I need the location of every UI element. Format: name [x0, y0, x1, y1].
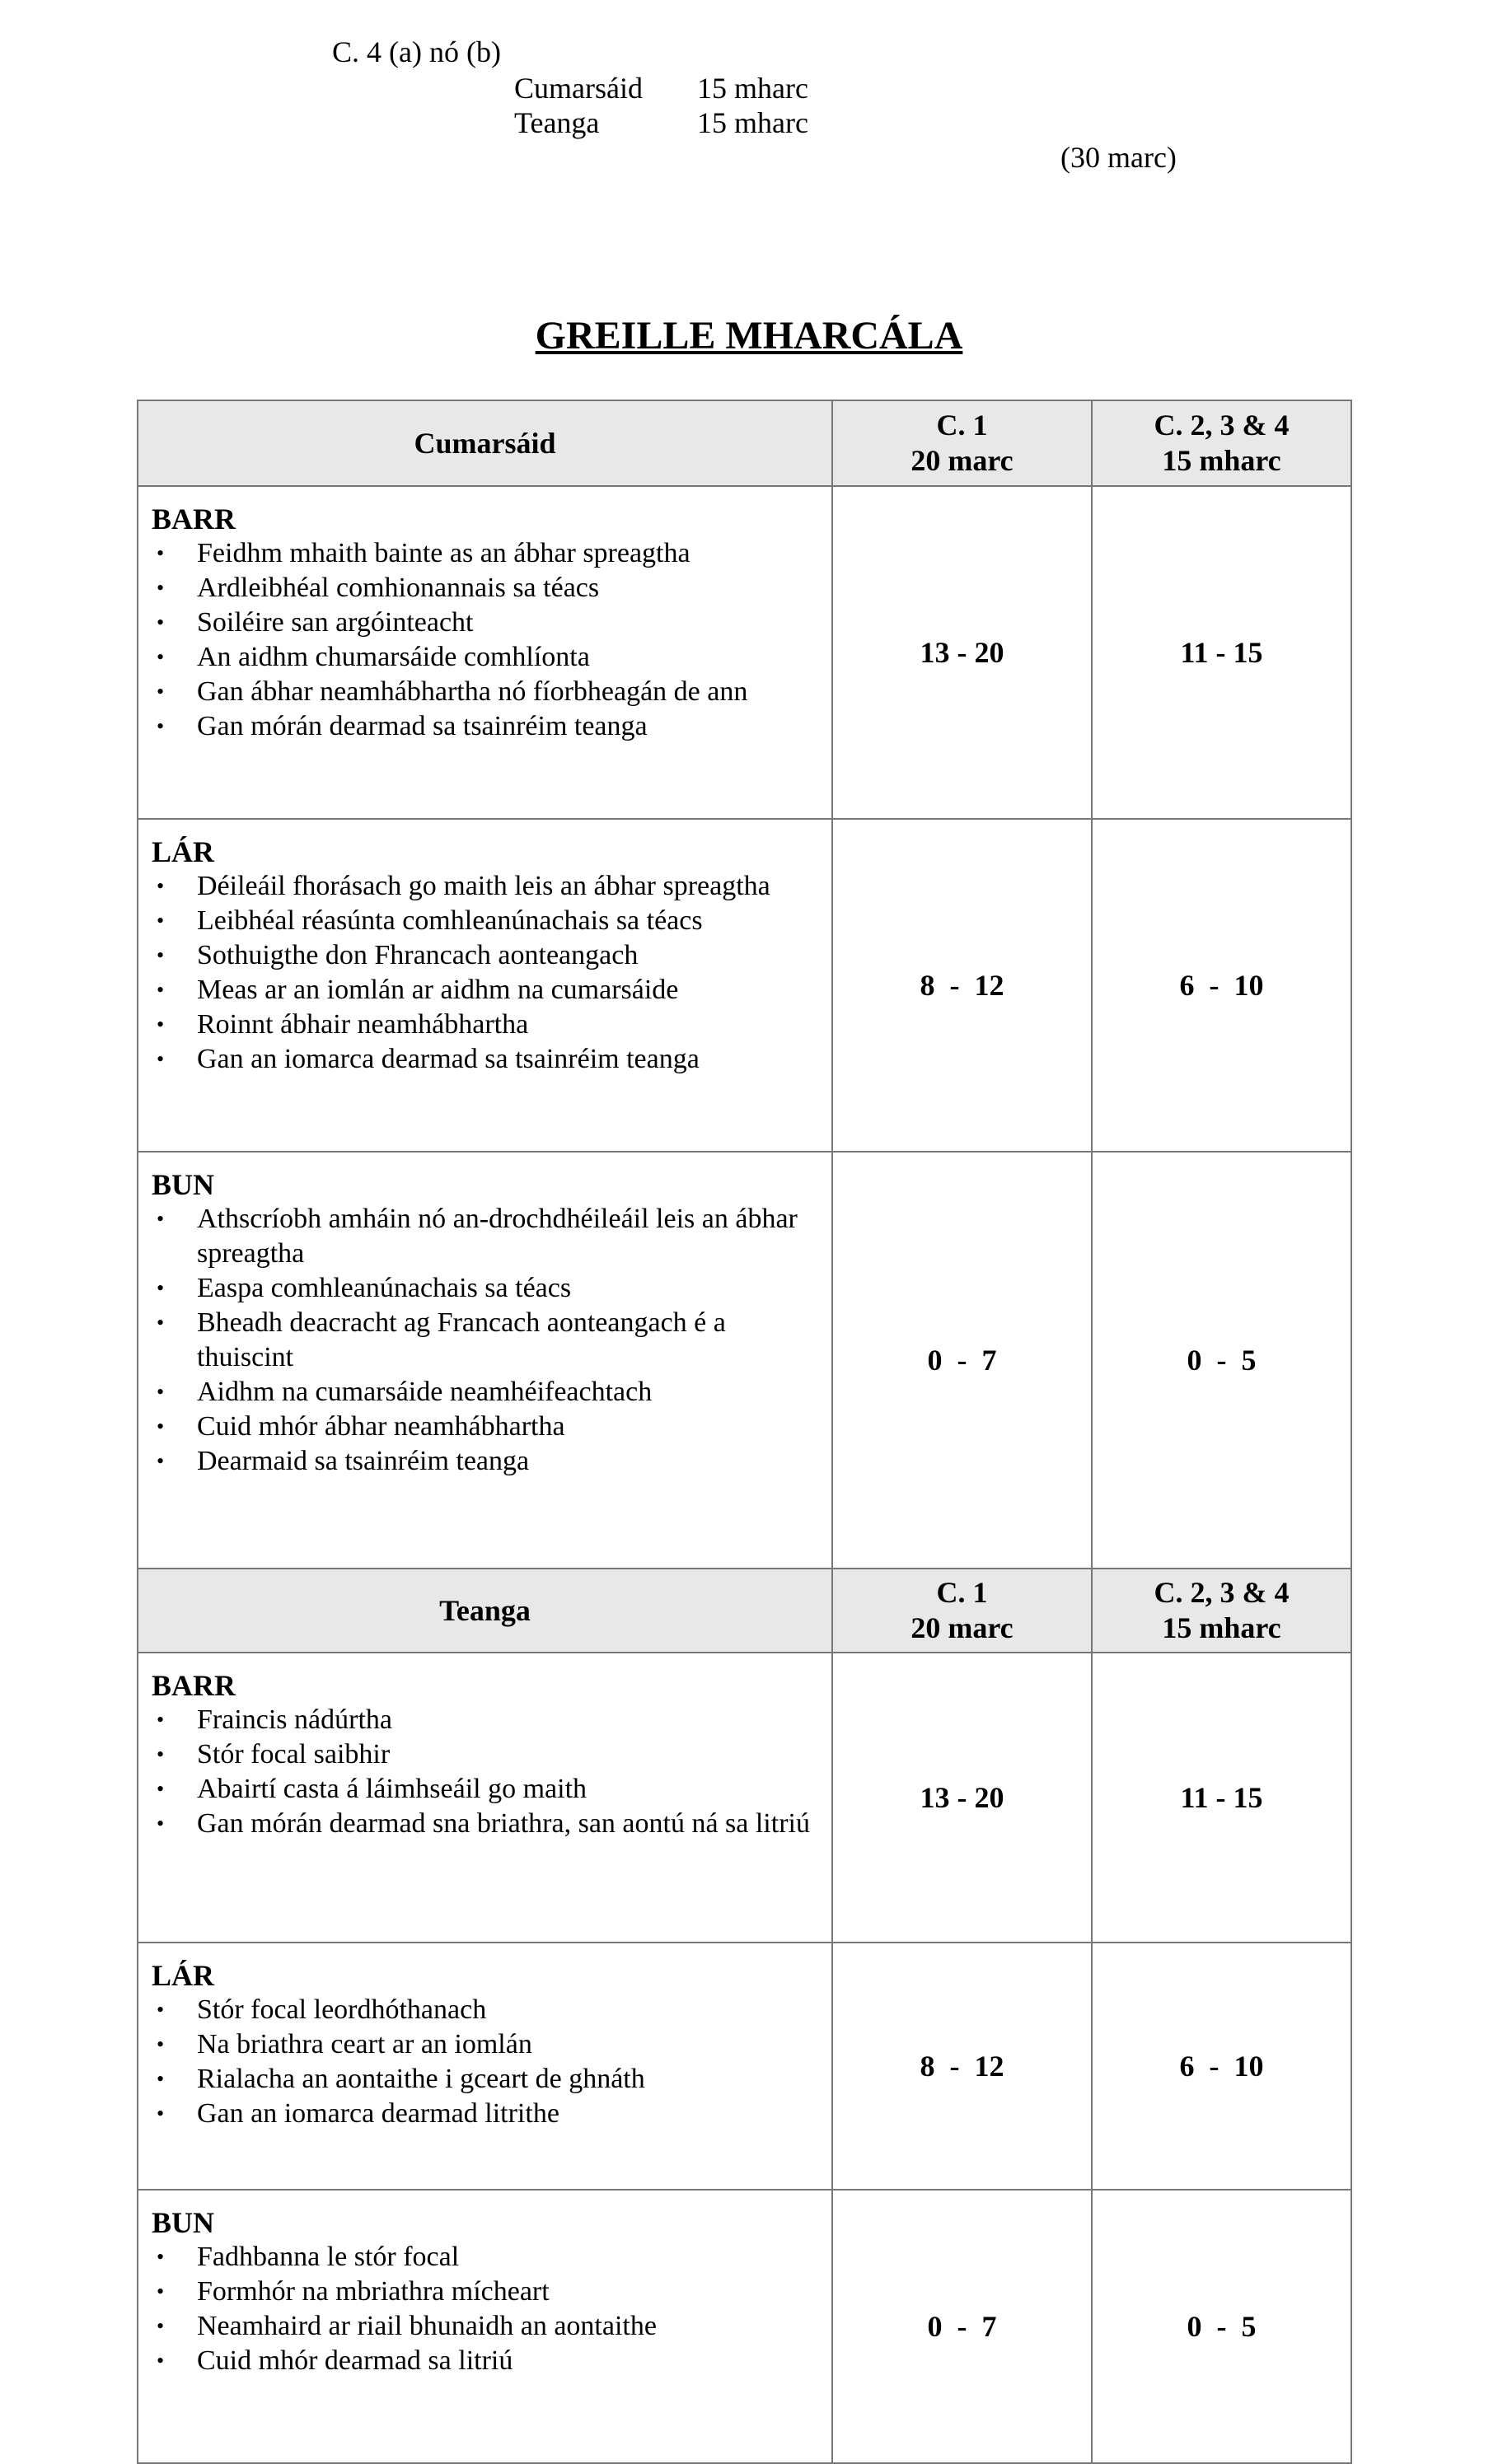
range-c1: 13 - 20 — [832, 486, 1092, 819]
band-description — [138, 1943, 832, 2190]
band-title: LÁR — [152, 1959, 215, 1992]
criterion-item: • Formhór na mbriathra mícheart — [152, 2275, 822, 2309]
section-header-col2 — [1092, 400, 1351, 486]
section-header-row — [138, 1569, 1351, 1653]
marking-grid-table — [137, 400, 1352, 2464]
range-c1: 8 - 12 — [832, 819, 1092, 1152]
range-c234: 0 - 5 — [1092, 2190, 1351, 2463]
criterion-item: • Gan mórán dearmad sa tsainréim teanga — [152, 709, 822, 744]
range-c234: 0 - 5 — [1092, 1152, 1351, 1569]
criterion-item: • Soiléire san argóinteacht — [152, 605, 822, 640]
criterion-item: • Leibhéal réasúnta comhleanúnachais sa téacs — [152, 904, 822, 938]
section-header-label: Cumarsáid — [138, 400, 832, 486]
criterion-item: • Déileáil fhorásach go maith leis an ábhar spreagtha — [152, 869, 822, 904]
criteria-list — [152, 1703, 822, 1841]
section-header-row — [138, 400, 1351, 486]
band-row — [138, 819, 1351, 1152]
criteria-list — [152, 1202, 822, 1479]
band-row — [138, 1943, 1351, 2190]
band-title: LÁR — [152, 835, 215, 868]
criterion-item: • Feidhm mhaith bainte as an ábhar spreagtha — [152, 536, 822, 571]
criterion-item: • Meas ar an iomlán ar aidhm na cumarsáide — [152, 973, 822, 1008]
criterion-item: • Neamhaird ar riail bhunaidh an aontaithe — [152, 2309, 822, 2344]
band-description — [138, 1653, 832, 1943]
range-c1: 13 - 20 — [832, 1653, 1092, 1943]
range-c1: 8 - 12 — [832, 1943, 1092, 2190]
col1-marks: 20 marc — [911, 1611, 1013, 1644]
criteria-list — [152, 2240, 822, 2378]
grid-title: GREILLE MHARCÁLA — [535, 314, 963, 358]
criterion-item: • Ardleibhéal comhionannais sa téacs — [152, 571, 822, 605]
criterion-item: • Athscríobh amháin nó an-drochdhéileáil leis an ábhar spreagtha — [152, 1202, 822, 1271]
col1-marks: 20 marc — [911, 444, 1013, 477]
band-description — [138, 2190, 832, 2463]
criterion-item: • Gan ábhar neamhábhartha nó fíorbheagán de ann — [152, 675, 822, 709]
criteria-list — [152, 1993, 822, 2131]
criterion-item: • An aidhm chumarsáide comhlíonta — [152, 640, 822, 675]
criterion-item: • Gan an iomarca dearmad litrithe — [152, 2097, 822, 2131]
criterion-item: • Aidhm na cumarsáide neamhéifeachtach — [152, 1375, 822, 1410]
criterion-item: • Easpa comhleanúnachais sa téacs — [152, 1271, 822, 1306]
band-title: BARR — [152, 1669, 236, 1702]
col2-question: C. 2, 3 & 4 — [1154, 409, 1290, 442]
marks-total: (30 marc) — [1060, 141, 1177, 174]
criterion-item: • Abairtí casta á láimhseáil go maith — [152, 1772, 822, 1807]
criterion-item: • Fadhbanna le stór focal — [152, 2240, 822, 2275]
criterion-item: • Sothuigthe don Fhrancach aonteangach — [152, 938, 822, 973]
range-c234: 6 - 10 — [1092, 1943, 1351, 2190]
band-title: BUN — [152, 2206, 215, 2239]
question-label: C. 4 (a) nó (b) — [332, 35, 501, 68]
section-header-col2 — [1092, 1569, 1351, 1653]
section-header-label: Teanga — [138, 1569, 832, 1653]
band-description — [138, 486, 832, 819]
criterion-item: • Bheadh deacracht ag Francach aonteangach é a thuiscint — [152, 1306, 822, 1375]
col2-marks: 15 mharc — [1162, 444, 1281, 477]
range-c1: 0 - 7 — [832, 1152, 1092, 1569]
marks-line-value: 15 mharc — [697, 106, 808, 139]
band-title: BUN — [152, 1168, 215, 1201]
marks-summary — [0, 0, 1498, 313]
band-row — [138, 2190, 1351, 2463]
criterion-item: • Cuid mhór dearmad sa litriú — [152, 2344, 822, 2378]
criteria-list — [152, 869, 822, 1077]
criteria-list — [152, 536, 822, 744]
criterion-item: • Rialacha an aontaithe i gceart de ghnáth — [152, 2062, 822, 2097]
criterion-item: • Roinnt ábhair neamhábhartha — [152, 1008, 822, 1042]
band-description — [138, 819, 832, 1152]
criterion-item: • Stór focal leordhóthanach — [152, 1993, 822, 2027]
criterion-item: • Dearmaid sa tsainréim teanga — [152, 1444, 822, 1479]
col1-question: C. 1 — [936, 1576, 988, 1609]
marks-line-language — [514, 105, 808, 140]
criterion-item: • Gan mórán dearmad sna briathra, san aontú ná sa litriú — [152, 1807, 822, 1841]
col2-question: C. 2, 3 & 4 — [1154, 1576, 1290, 1609]
criterion-item: • Stór focal saibhir — [152, 1737, 822, 1772]
section-header-col1 — [832, 1569, 1092, 1653]
band-description — [138, 1152, 832, 1569]
criterion-item: • Cuid mhór ábhar neamhábhartha — [152, 1410, 822, 1444]
criterion-item: • Na briathra ceart ar an iomlán — [152, 2027, 822, 2062]
band-row — [138, 1653, 1351, 1943]
band-row — [138, 1152, 1351, 1569]
range-c234: 11 - 15 — [1092, 1653, 1351, 1943]
band-row — [138, 486, 1351, 819]
range-c234: 11 - 15 — [1092, 486, 1351, 819]
marks-line-communication — [514, 71, 808, 105]
range-c1: 0 - 7 — [832, 2190, 1092, 2463]
marks-line-name: Teanga — [514, 106, 600, 139]
range-c234: 6 - 10 — [1092, 819, 1351, 1152]
col2-marks: 15 mharc — [1162, 1611, 1281, 1644]
marks-line-value: 15 mharc — [697, 72, 808, 105]
band-title: BARR — [152, 503, 236, 535]
marks-line-name: Cumarsáid — [514, 72, 643, 105]
criterion-item: • Fraincis nádúrtha — [152, 1703, 822, 1737]
section-header-col1 — [832, 400, 1092, 486]
criterion-item: • Gan an iomarca dearmad sa tsainréim teanga — [152, 1042, 822, 1077]
col1-question: C. 1 — [936, 409, 988, 442]
